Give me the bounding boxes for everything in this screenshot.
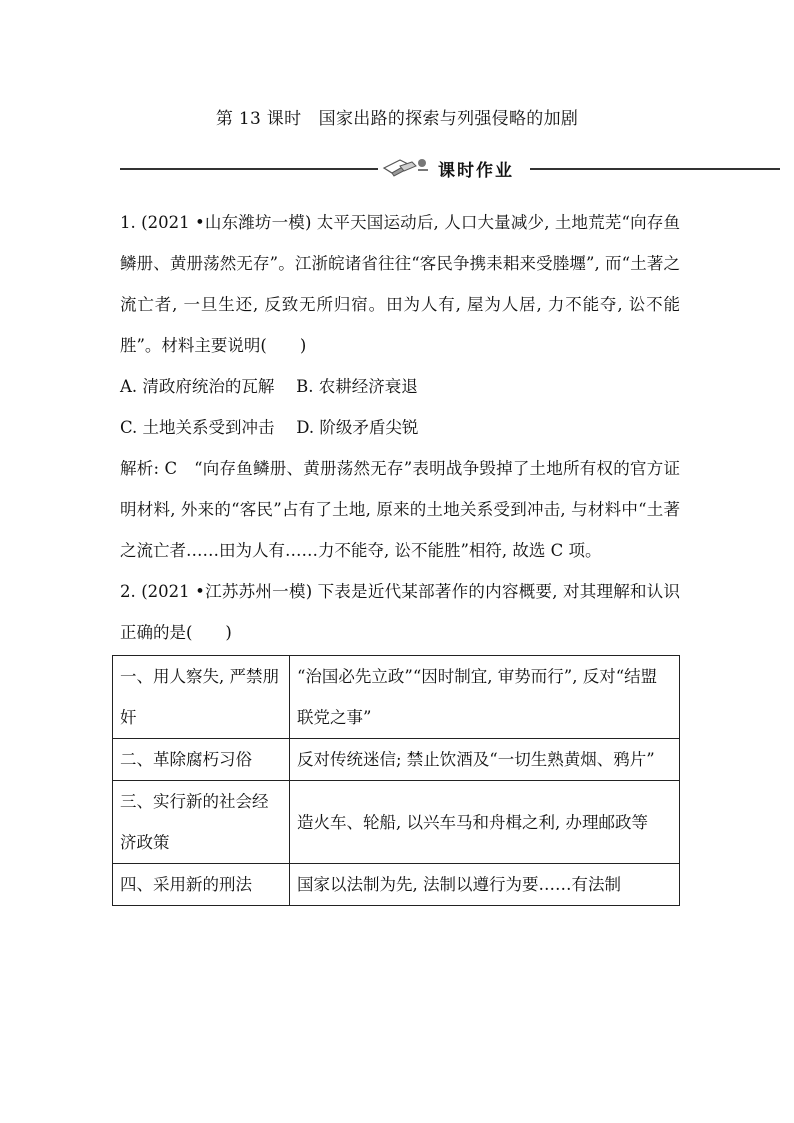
question-1-analysis: 解析: C “向存鱼鳞册、黄册荡然无存”表明战争毁掉了土地所有权的官方证明材料, 外来的“客民”占有了土地, 原来的土地关系受到冲击, 与材料中“土著之流亡者……田为人有……力不能夺, 讼不能胜”相符, 故选 C 项。: [120, 459, 680, 560]
table-cell-content: 国家以法制为先, 法制以遵行为要……有法制: [290, 864, 680, 906]
table-cell-content: 造火车、轮船, 以兴车马和舟楫之利, 办理邮政等: [290, 781, 680, 864]
table-row: [113, 656, 680, 739]
pen-and-eraser-icon: [382, 156, 430, 178]
section-title: 课时作业: [438, 161, 514, 181]
table-cell-topic: 一、用人察失, 严禁朋奸: [113, 656, 290, 739]
table-row: [113, 864, 680, 906]
question-1-stem: 1. (2021 •山东潍坊一模) 太平天国运动后, 人口大量减少, 土地荒芜“向存鱼鳞册、黄册荡然无存”。江浙皖诸省往往“客民争携耒耜来受塍壥”, 而“土著之流亡者, 一旦生还, 反致无所归宿。田为人有, 屋为人居, 力不能夺, 讼不能胜”。材料主要说明( ): [120, 213, 680, 355]
table-cell-content: “治国必先立政”“因时制宜, 审势而行”, 反对“结盟联党之事”: [290, 656, 680, 739]
page-title: 第 13 课时 国家出路的探索与列强侵略的加剧: [215, 109, 579, 129]
question-1-options-ab: A. 清政府统治的瓦解 B. 农耕经济衰退: [120, 377, 418, 396]
content-body: [120, 202, 680, 906]
table-row: [113, 739, 680, 781]
table-cell-topic: 二、革除腐朽习俗: [113, 739, 290, 781]
question-2-stem: 2. (2021 •江苏苏州一模) 下表是近代某部著作的内容概要, 对其理解和认识正确的是( ): [120, 582, 680, 642]
work-summary-table: [112, 655, 680, 906]
table-cell-topic: 四、采用新的刑法: [113, 864, 290, 906]
table-cell-topic: 三、实行新的社会经济政策: [113, 781, 290, 864]
question-1-options-cd: C. 土地关系受到冲击 D. 阶级矛盾尖锐: [120, 418, 419, 437]
divider-left: [120, 168, 378, 170]
table-cell-content: 反对传统迷信; 禁止饮酒及“一切生熟黄烟、鸦片”: [290, 739, 680, 781]
section-header: [120, 150, 780, 180]
divider-right: [530, 168, 780, 170]
table-row: [113, 781, 680, 864]
